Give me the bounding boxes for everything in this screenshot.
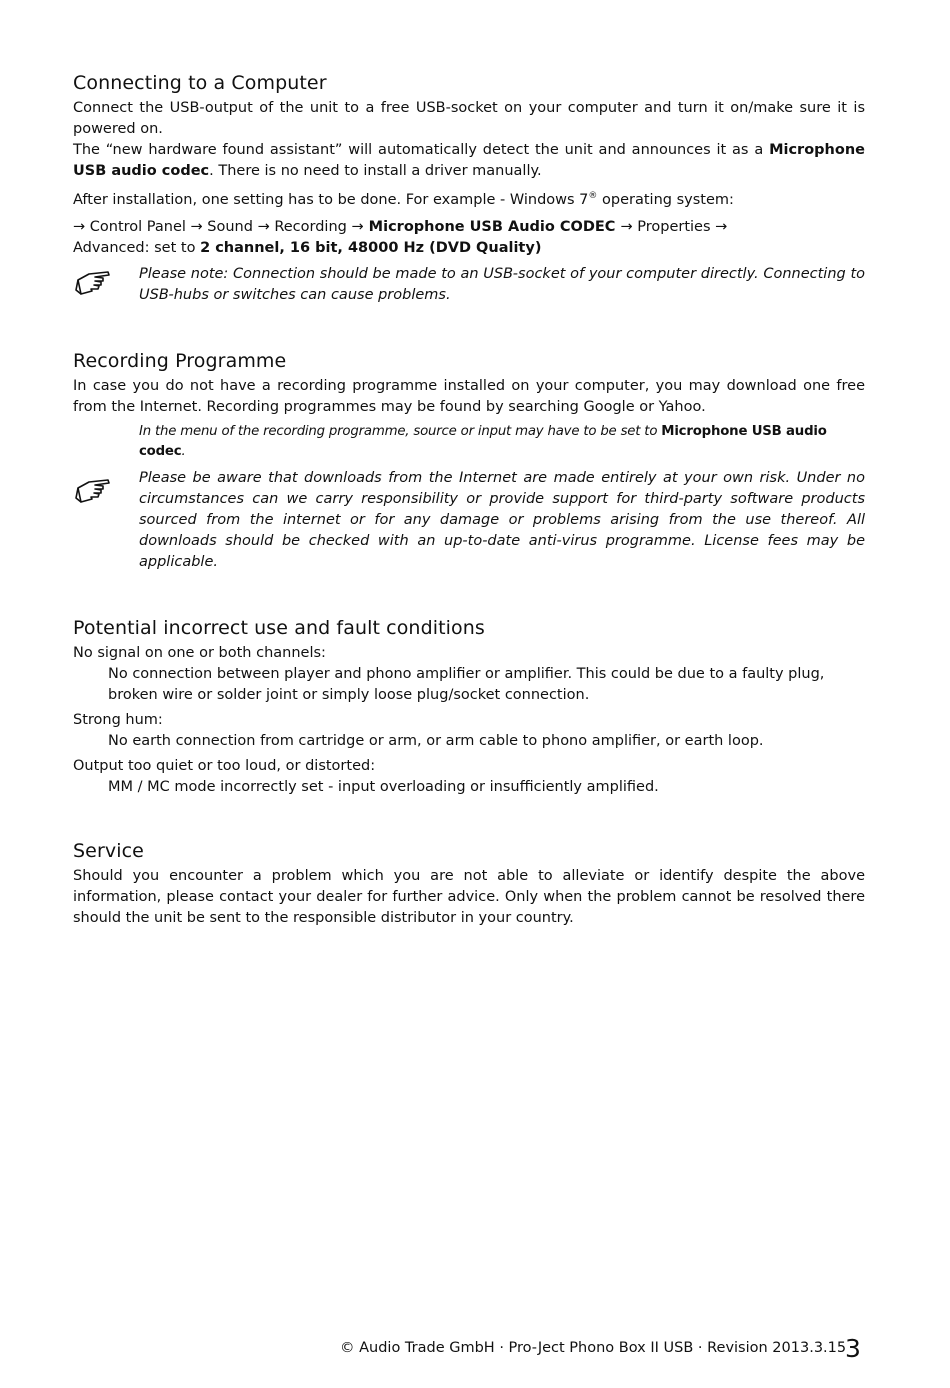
section-heading: Recording Programme	[73, 349, 287, 372]
text: operating system:	[597, 191, 734, 208]
section-fault-conditions	[73, 617, 865, 798]
section-heading: Connecting to a Computer	[73, 72, 327, 94]
section-heading: Potential incorrect use and fault conditions	[73, 616, 485, 639]
text: After installation, one setting has to be done. For example - Windows 7	[73, 191, 589, 208]
note-text: Please note: Connection should be made to an USB-socket of your computer directly. Connecting to USB-hubs or switches can cause problems.	[139, 265, 865, 303]
setting-value: 2 channel, 16 bit, 48000 Hz (DVD Quality)	[200, 239, 542, 256]
fault-label: Strong hum:	[73, 711, 163, 728]
paragraph: Should you encounter a problem which you are not able to alleviate or identify despite the above information, please contact your dealer for further advice. Only when the problem cannot be resolved there should the unit be sent to the responsible distributor in your country.	[73, 867, 865, 926]
text: . There is no need to install a driver manually.	[209, 163, 542, 179]
device-name: Microphone USB audio codec	[73, 142, 865, 179]
section-service	[73, 840, 865, 929]
arrow-right-icon: →	[620, 218, 633, 235]
fault-label: No signal on one or both channels:	[73, 644, 326, 661]
paragraph: Connect the USB-output of the unit to a free USB-socket on your computer and turn it on/make sure it is powered on.	[73, 100, 865, 137]
path-step: Control Panel	[85, 218, 191, 235]
fault-detail: MM / MC mode incorrectly set - input overloading or insufficiently amplified.	[108, 778, 659, 795]
text: The “new hardware found assistant” will automatically detect the unit and announces it as a	[73, 142, 770, 158]
text: .	[181, 443, 186, 459]
arrow-right-icon: →	[715, 218, 728, 235]
section-heading: Service	[73, 839, 144, 862]
page-footer: © Audio Trade GmbH · Pro-Ject Phono Box II USB · Revision 2013.3.15	[340, 1340, 847, 1356]
fault-detail: No earth connection from cartridge or arm, or arm cable to phono amplifier, or earth loop.	[108, 732, 764, 749]
page-number: 3	[845, 1334, 861, 1363]
menu-hint	[73, 422, 865, 462]
pointing-hand-icon	[75, 476, 111, 504]
arrow-right-icon: →	[351, 218, 364, 235]
path-step: Microphone USB Audio CODEC	[363, 218, 621, 235]
note-block	[73, 264, 865, 306]
path-step: Sound	[202, 218, 258, 235]
note-text: Please be aware that downloads from the Internet are made entirely at your own risk. Under no circumstances can we carry responsibility or provide support for third-party software products sourced from the internet or for any damage or problems arising from the use thereof. All downloads should be checked with an up-to-date anti-virus programme. License fees may be applicable.	[139, 469, 865, 570]
arrow-right-icon: →	[190, 218, 203, 235]
arrow-right-icon: →	[73, 218, 86, 235]
paragraph: In case you do not have a recording programme installed on your computer, you may download one free from the Internet. Recording programmes may be found by searching Google or Yahoo.	[73, 377, 865, 415]
path-step: Properties	[632, 218, 716, 235]
path-step: Recording	[269, 218, 352, 235]
settings-path	[73, 217, 865, 259]
device-name: Microphone USB audio codec	[139, 423, 827, 459]
paragraph	[73, 186, 865, 211]
paragraph	[73, 140, 865, 182]
text: In the menu of the recording programme, source or input may have to be set to	[139, 423, 662, 439]
registered-mark: ®	[588, 191, 598, 201]
pointing-hand-icon	[75, 268, 111, 296]
section-connecting-computer	[73, 72, 865, 306]
fault-label: Output too quiet or too loud, or distorted:	[73, 757, 376, 774]
manual-page	[73, 72, 865, 975]
arrow-right-icon: →	[257, 218, 270, 235]
fault-detail: No connection between player and phono amplifier or amplifier. This could be due to a faulty plug, broken wire or solder joint or simply loose plug/socket connection.	[108, 665, 825, 703]
note-block	[73, 468, 865, 573]
text: Advanced: set to	[73, 239, 201, 256]
section-recording-programme	[73, 350, 865, 573]
